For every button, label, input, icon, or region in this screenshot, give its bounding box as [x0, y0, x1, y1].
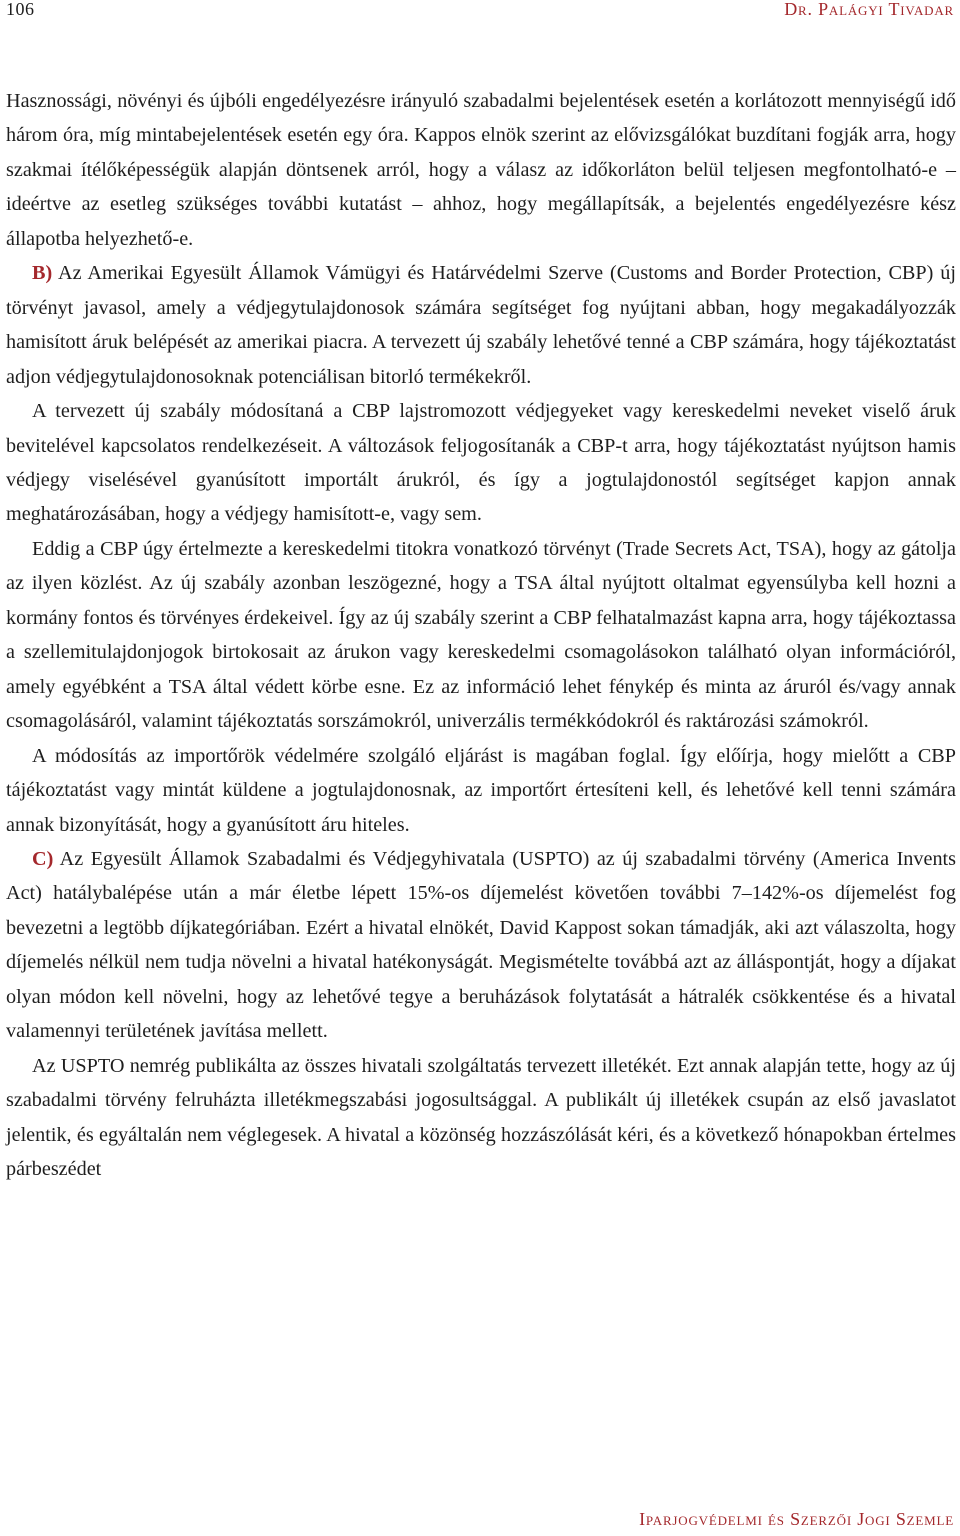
paragraph-3: A tervezett új szabály módosítaná a CBP lajstromozott védjegyeket vagy kereskedelmi neveket viselő áruk bevitelével kapcsolatos rendelkezéseit. A változások feljogosítanák a CBP-t arra, hogy tájékoztatást nyújtson hamis védjegy viselésével gyanúsított importált árukról, és így a jogtulajdonostól segítséget kapjon annak meghatározásában, hogy a védjegy hamisított-e, vagy sem. [6, 400, 956, 526]
journal-footer: Iparjogvédelmi és Szerzői Jogi Szemle [639, 1509, 954, 1529]
running-head-author: Dr. Palágyi Tivadar [784, 0, 954, 19]
paragraph-2-text: Az Amerikai Egyesült Államok Vámügyi és Határvédelmi Szerve (Customs and Border Protection, CBP) új törvényt javasol, amely a védjegytulajdonosok számára segítséget fog nyújtani abban, hogy megakadályozzák hamisított áruk belépését az amerikai piacra. A tervezett új szabály lehetővé tenné a CBP számára, hogy tájékoztatást adjon védjegytulajdonosoknak potenciálisan bitorló termékekről. [6, 262, 956, 388]
article-body [6, 84, 956, 1187]
paragraph-6 [6, 842, 956, 1049]
section-label-c: C) [32, 847, 54, 870]
paragraph-1: Hasznossági, növényi és újbóli engedélyezésre irányuló szabadalmi bejelentések esetén a korlátozott mennyiségű idő három óra, míg mintabejelentések esetén egy óra. Kappos elnök szerint az elővizsgálókat buzdítani fogják arra, hogy szakmai ítélőképességük alapján döntsenek arról, hogy a válasz az időkorláton belül teljesen megfontolható-e – ideértve az esetleg szükséges további kutatást – ahhoz, hogy megállapítsák, a bejelentés engedélyezésre kész állapotba helyezhető-e. [6, 90, 956, 250]
page-header [0, 0, 960, 24]
section-label-b: B) [32, 262, 53, 285]
paragraph-7: Az USPTO nemrég publikálta az összes hivatali szolgáltatás tervezett illetékét. Ezt annak alapján tette, hogy az új szabadalmi törvény felruházta illetékmegszabási jogosultsággal. A publikált új illetékek csupán az első javaslatot jelentik, és egyáltalán nem véglegesek. A hivatal a közönség hozzászólását kéri, és a következő hónapokban értelmes párbeszédet [6, 1054, 956, 1181]
paragraph-2 [6, 256, 956, 394]
paragraph-4: Eddig a CBP úgy értelmezte a kereskedelmi titokra vonatkozó törvényt (Trade Secrets Act, TSA), hogy az gátolja az ilyen közlést. Az új szabály azonban leszögezné, hogy a TSA által nyújtott oltalmat egyensúlyba kell hozni a kormány fontos és törvényes érdekeivel. Így az új szabály szerint a CBP felhatalmazást kapna arra, hogy tájékoztassa a szellemitulajdonjogok birtokosait az árukon vagy kereskedelmi csomagolásokon található olyan információról, amely egyébként a TSA által védett körbe esne. Ez az információ lehet fénykép és minta az áruról és/vagy annak csomagolásáról, valamint tájékoztatás sorszámokról, univerzális termékkódokról és raktározási számokról. [6, 537, 956, 733]
paragraph-5: A módosítás az importőrök védelmére szolgáló eljárást is magában foglal. Így előírja, hogy mielőtt a CBP tájékoztatást vagy mintát küldene a jogtulajdonosnak, az importőrt értesíteni kell, és lehetővé kell tenni számára annak bizonyítását, hogy a gyanúsított áru hiteles. [6, 744, 956, 836]
paragraph-6-text: Az Egyesült Államok Szabadalmi és Védjegyhivatala (USPTO) az új szabadalmi törvény (America Invents Act) hatálybalépése után a már életbe lépett 15%-os díjemelést követően további 7–142%-os díjemelést fog bevezetni a legtöbb díjkategóriában. Ezért a hivatal elnökét, David Kappost sokan támadják, aki azt válaszolta, hogy díjemelés nélkül nem tudja növelni a hivatal hatékonyságát. Megismételte továbbá azt az álláspontját, hogy a díjakat olyan módon kell növelni, hogy az lehetővé tegye a beruházások folytatását a hátralék csökkentése és a hivatal valamennyi területének javítása mellett. [6, 847, 956, 1043]
page-number: 106 [6, 0, 35, 19]
